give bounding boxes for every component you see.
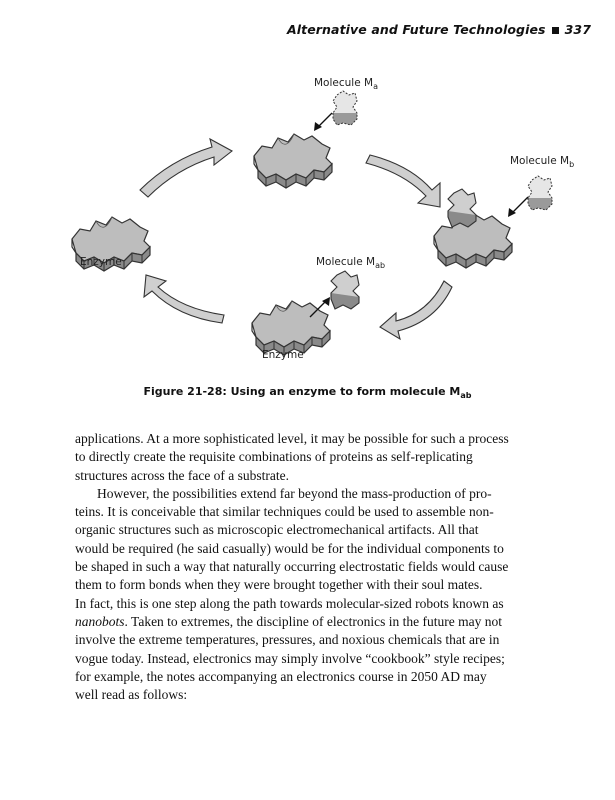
text-line: involve the extreme temperatures, pressures, and noxious chemicals that are in (75, 632, 500, 648)
nanobots-term: nanobots (75, 613, 125, 629)
text-line-nanobots (75, 613, 550, 631)
text-line: structures across the face of a substrate. (75, 467, 290, 483)
enzyme-figure (0, 55, 615, 380)
enzyme-top (254, 134, 332, 188)
cycle-arrow-right-to-bottom (380, 281, 452, 339)
figure-caption: Figure 21-28: Using an enzyme to form molecule $M_{ab}$ (143, 385, 472, 400)
enzyme-right-ma-bound (448, 189, 476, 227)
label-molecule-mab: Molecule $M_{ab}$ (316, 256, 386, 270)
arrow-ma (318, 113, 332, 127)
page-number: 337 (564, 22, 591, 37)
text-line: be shaped in such a way that naturally occurring electrostatic fields would cause (75, 559, 509, 575)
chapter-title: Alternative and Future Technologies (286, 22, 546, 37)
text-line: well read as follows: (75, 687, 188, 703)
text-line: However, the possibilities extend far beyond the mass-production of pro- (97, 485, 492, 501)
cycle-arrow-bottom-to-left (144, 275, 224, 323)
text-line: vogue today. Instead, electronics may simply involve “cookbook” style recipes; (75, 650, 505, 666)
body-text (75, 430, 550, 704)
label-enzyme-bottom: Enzyme (262, 349, 304, 361)
molecule-mb (528, 176, 552, 210)
arrow-mb (512, 197, 528, 213)
enzyme-cycle-diagram (0, 55, 615, 380)
cycle-arrow-top-to-right (366, 155, 440, 207)
paragraph-2 (75, 485, 550, 705)
text-after-nanobots: . Taken to extremes, the discipline of electronics in the future may not (124, 613, 502, 629)
cycle-arrow-left-to-top (140, 139, 232, 197)
text-line: applications. At a more sophisticated level, it may be possible for such a process (75, 431, 509, 446)
text-line: would be required (he said casually) would be for the individual components to (75, 540, 504, 556)
running-head (0, 22, 591, 37)
label-enzyme-left: Enzyme (80, 256, 122, 268)
label-molecule-ma: Molecule $M_a$ (314, 77, 378, 91)
label-molecule-mb: Molecule $M_b$ (510, 155, 575, 169)
separator-square-icon (552, 27, 559, 34)
text-line: teins. It is conceivable that similar techniques could be used to assemble non- (75, 504, 494, 520)
molecule-ma (333, 91, 357, 125)
molecule-mab (331, 271, 359, 309)
paragraph-1 (75, 430, 550, 485)
text-line: organic structures such as microscopic electromechanical artifacts. All that (75, 522, 479, 538)
text-line: them to form bonds when they were brought together with their soul mates. (75, 577, 483, 593)
text-line: to directly create the requisite combinations of proteins as self-replicating (75, 449, 473, 465)
text-line: for example, the notes accompanying an electronics course in 2050 AD may (75, 668, 487, 684)
text-line: In fact, this is one step along the path towards molecular-sized robots known as (75, 595, 504, 611)
